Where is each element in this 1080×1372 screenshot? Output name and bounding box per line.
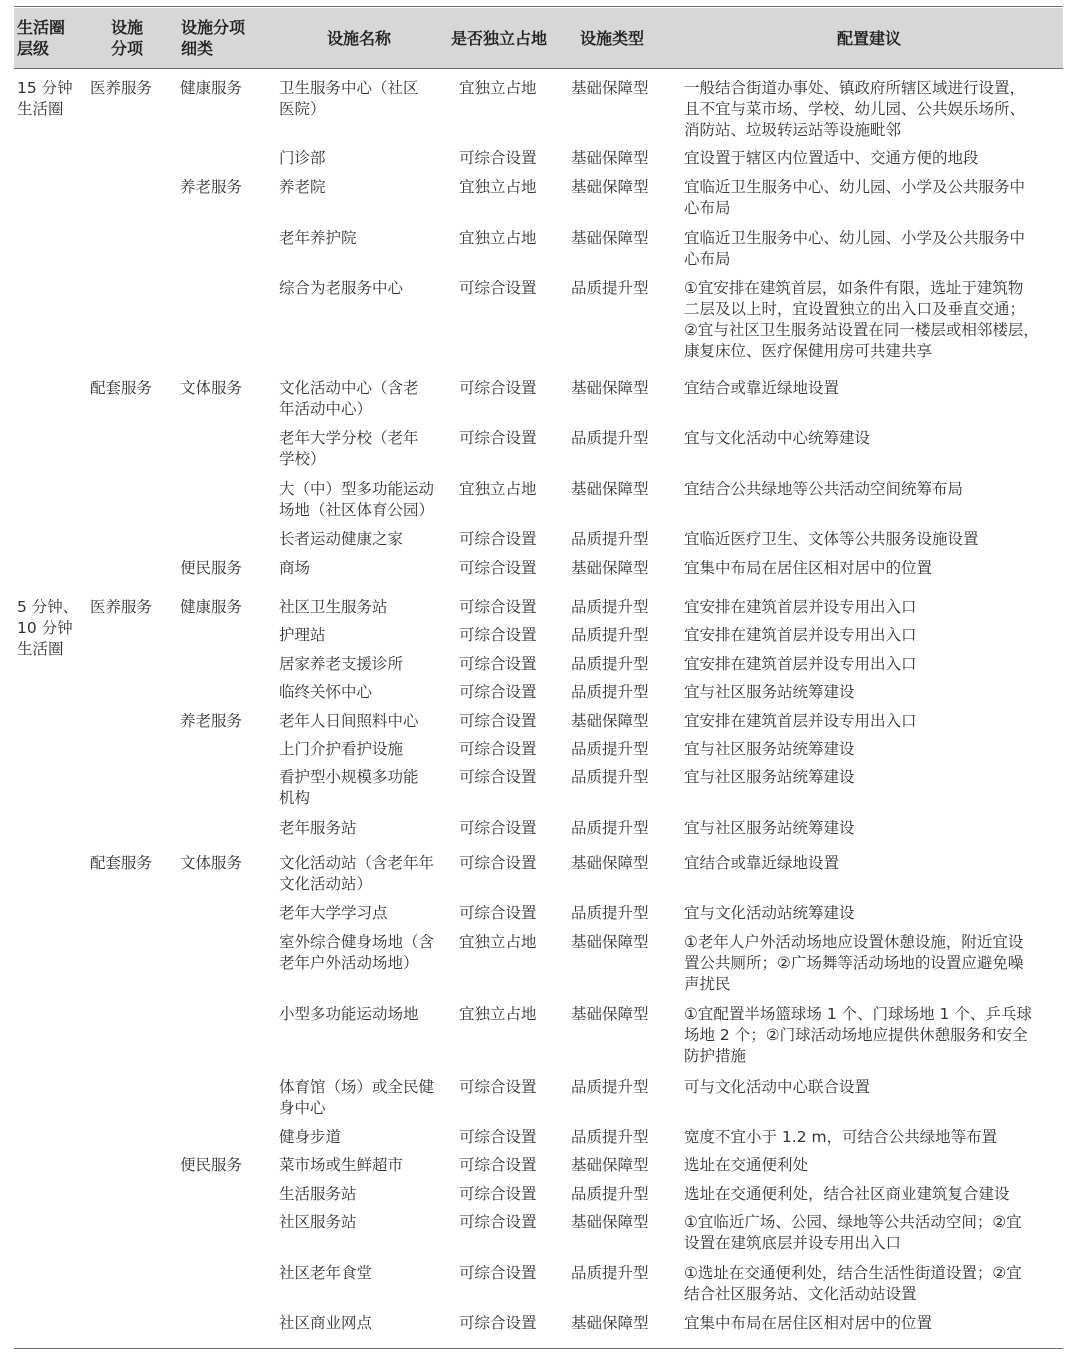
cell-suggestion: ①老年人户外活动场地应设置休憩设施，附近宜设 置公共厕所；②广场舞等活动场地的设置应避免噪 声扰民 — [684, 933, 1024, 993]
cell-suggestion: 宜临近卫生服务中心、幼儿园、小学及公共服务中 心布局 — [684, 178, 1026, 217]
cell-independent: 宜独立占地 — [459, 480, 537, 498]
cell-name: 老年大学学习点 — [279, 904, 388, 922]
cell-independent: 可综合设置 — [459, 1078, 537, 1096]
cell-name: 老年大学分校（老年 学校） — [279, 429, 419, 468]
cell-suggestion: ①宜配置半场篮球场 1 个、门球场地 1 个、乒乓球 场地 2 个；②门球活动场地应提供休憩服务和安全 防护措施 — [684, 1005, 1032, 1065]
cell-suggestion: 宜与社区服务站统筹建设 — [684, 740, 855, 758]
cell-name: 看护型小规模多功能 机构 — [279, 768, 419, 807]
cell-name: 文化活动中心（含老 年活动中心） — [279, 379, 419, 418]
cell-name: 临终关怀中心 — [279, 683, 373, 701]
cell-independent: 宜独立占地 — [459, 178, 537, 196]
cell-type: 基础保障型 — [571, 1005, 649, 1023]
cell-name: 居家养老支援诊所 — [279, 655, 404, 673]
cell-name: 上门介护看护设施 — [279, 740, 404, 758]
cell-independent: 可综合设置 — [459, 854, 537, 872]
header-type: 设施类型 — [579, 28, 644, 48]
cell-name: 小型多功能运动场地 — [279, 1005, 419, 1023]
cell-level: 15 分钟 生活圈 — [17, 79, 73, 118]
cell-independent: 可综合设置 — [459, 598, 537, 616]
cell-suggestion: 宜集中布局在居住区相对居中的位置 — [684, 1314, 933, 1332]
cell-independent: 可综合设置 — [459, 1156, 537, 1174]
cell-subcategory: 养老服务 — [180, 178, 243, 196]
cell-type: 品质提升型 — [571, 655, 649, 673]
cell-type: 基础保障型 — [571, 1156, 649, 1174]
cell-independent: 宜独立占地 — [459, 1005, 537, 1023]
cell-type: 基础保障型 — [571, 480, 649, 498]
cell-name: 老年人日间照料中心 — [279, 712, 419, 730]
cell-name: 社区卫生服务站 — [279, 598, 388, 616]
cell-type: 品质提升型 — [571, 1078, 649, 1096]
cell-name: 社区服务站 — [279, 1213, 357, 1231]
cell-name: 商场 — [279, 559, 311, 577]
cell-name: 社区老年食堂 — [279, 1264, 373, 1282]
cell-type: 品质提升型 — [571, 1185, 649, 1203]
cell-type: 品质提升型 — [571, 1128, 649, 1146]
cell-independent: 可综合设置 — [459, 768, 537, 786]
cell-subcategory: 文体服务 — [180, 379, 243, 397]
cell-level: 5 分钟、 10 分钟 生活圈 — [17, 598, 79, 658]
cell-independent: 可综合设置 — [459, 1314, 537, 1332]
cell-subcategory: 健康服务 — [180, 598, 243, 616]
cell-name: 护理站 — [279, 626, 326, 644]
cell-suggestion: 宜安排在建筑首层并设专用出入口 — [684, 655, 917, 673]
cell-suggestion: 宜与社区服务站统筹建设 — [684, 768, 855, 786]
cell-category: 医养服务 — [90, 598, 153, 616]
cell-independent: 可综合设置 — [459, 1264, 537, 1282]
bottom-rule — [14, 1348, 1063, 1349]
cell-name: 老年养护院 — [279, 229, 357, 247]
cell-type: 品质提升型 — [571, 429, 649, 447]
cell-type: 基础保障型 — [571, 854, 649, 872]
cell-suggestion: 宜与社区服务站统筹建设 — [684, 683, 855, 701]
cell-suggestion: 宜结合或靠近绿地设置 — [684, 379, 840, 397]
cell-name: 文化活动站（含老年年 文化活动站） — [279, 854, 435, 893]
cell-type: 基础保障型 — [571, 1314, 649, 1332]
cell-name: 长者运动健康之家 — [279, 530, 404, 548]
cell-type: 基础保障型 — [571, 559, 649, 577]
cell-type: 基础保障型 — [571, 149, 649, 167]
cell-independent: 可综合设置 — [459, 379, 537, 397]
cell-type: 品质提升型 — [571, 1264, 649, 1282]
header-subcategory: 设施分项 细类 — [181, 18, 246, 58]
cell-independent: 可综合设置 — [459, 683, 537, 701]
cell-type: 品质提升型 — [571, 768, 649, 786]
cell-subcategory: 文体服务 — [180, 854, 243, 872]
cell-type: 品质提升型 — [571, 904, 649, 922]
top-rule — [14, 6, 1063, 7]
cell-suggestion: 宜与文化活动中心统筹建设 — [684, 429, 871, 447]
cell-suggestion: 宜与社区服务站统筹建设 — [684, 819, 855, 837]
cell-independent: 可综合设置 — [459, 1128, 537, 1146]
cell-name: 生活服务站 — [279, 1185, 357, 1203]
cell-type: 品质提升型 — [571, 530, 649, 548]
cell-independent: 宜独立占地 — [459, 79, 537, 97]
cell-name: 门诊部 — [279, 149, 326, 167]
cell-type: 基础保障型 — [571, 178, 649, 196]
cell-independent: 可综合设置 — [459, 1213, 537, 1231]
cell-suggestion: 宜设置于辖区内位置适中、交通方便的地段 — [684, 149, 979, 167]
cell-suggestion: 可与文化活动中心联合设置 — [684, 1078, 871, 1096]
cell-suggestion: 宜安排在建筑首层并设专用出入口 — [684, 626, 917, 644]
cell-suggestion: ①选址在交通便利处，结合生活性街道设置；②宜 结合社区服务站、文化活动站设置 — [684, 1264, 1022, 1303]
cell-type: 基础保障型 — [571, 79, 649, 97]
cell-name: 养老院 — [279, 178, 326, 196]
cell-type: 品质提升型 — [571, 740, 649, 758]
cell-type: 品质提升型 — [571, 626, 649, 644]
cell-type: 基础保障型 — [571, 933, 649, 951]
cell-type: 品质提升型 — [571, 819, 649, 837]
cell-independent: 可综合设置 — [459, 655, 537, 673]
cell-suggestion: 一般结合街道办事处、镇政府所辖区域进行设置， 且不宜与菜市场、学校、幼儿园、公共娱乐场所、 消防站、垃圾转运站等设施毗邻 — [684, 79, 1026, 139]
cell-name: 体育馆（场）或全民健 身中心 — [279, 1078, 435, 1117]
cell-type: 品质提升型 — [571, 683, 649, 701]
cell-independent: 可综合设置 — [459, 429, 537, 447]
cell-independent: 可综合设置 — [459, 740, 537, 758]
cell-subcategory: 便民服务 — [180, 559, 243, 577]
cell-independent: 可综合设置 — [459, 279, 537, 297]
cell-name: 室外综合健身场地（含 老年户外活动场地） — [279, 933, 435, 972]
cell-type: 基础保障型 — [571, 712, 649, 730]
cell-independent: 可综合设置 — [459, 626, 537, 644]
cell-suggestion: 宜临近医疗卫生、文体等公共服务设施设置 — [684, 530, 979, 548]
cell-suggestion: ①宜临近广场、公园、绿地等公共活动空间；②宜 设置在建筑底层并设专用出入口 — [684, 1213, 1022, 1252]
cell-subcategory: 便民服务 — [180, 1156, 243, 1174]
cell-suggestion: 宜安排在建筑首层并设专用出入口 — [684, 598, 917, 616]
cell-independent: 可综合设置 — [459, 712, 537, 730]
cell-type: 品质提升型 — [571, 598, 649, 616]
cell-category: 医养服务 — [90, 79, 153, 97]
cell-independent: 可综合设置 — [459, 559, 537, 577]
cell-name: 卫生服务中心（社区 医院） — [279, 79, 419, 118]
header-level: 生活圈 层级 — [17, 18, 66, 58]
cell-type: 基础保障型 — [571, 379, 649, 397]
cell-type: 基础保障型 — [571, 1213, 649, 1231]
cell-suggestion: 宜临近卫生服务中心、幼儿园、小学及公共服务中 心布局 — [684, 229, 1026, 268]
cell-type: 基础保障型 — [571, 229, 649, 247]
cell-suggestion: 选址在交通便利处 — [684, 1156, 809, 1174]
cell-name: 社区商业网点 — [279, 1314, 373, 1332]
cell-name: 老年服务站 — [279, 819, 357, 837]
cell-independent: 可综合设置 — [459, 1185, 537, 1203]
header-independent: 是否独立占地 — [450, 28, 547, 48]
cell-subcategory: 养老服务 — [180, 712, 243, 730]
cell-independent: 可综合设置 — [459, 904, 537, 922]
cell-name: 健身步道 — [279, 1128, 342, 1146]
cell-suggestion: 选址在交通便利处，结合社区商业建筑复合建设 — [684, 1185, 1010, 1203]
cell-independent: 可综合设置 — [459, 149, 537, 167]
cell-category: 配套服务 — [90, 379, 153, 397]
cell-suggestion: 宜结合公共绿地等公共活动空间统筹布局 — [684, 480, 964, 498]
cell-suggestion: 宜与文化活动站统筹建设 — [684, 904, 855, 922]
cell-suggestion: 宽度不宜小于 1.2 m，可结合公共绿地等布置 — [684, 1128, 998, 1146]
cell-suggestion: 宜结合或靠近绿地设置 — [684, 854, 840, 872]
cell-independent: 宜独立占地 — [459, 933, 537, 951]
header-rule — [14, 68, 1063, 69]
cell-name: 菜市场或生鲜超市 — [279, 1156, 404, 1174]
cell-name: 大（中）型多功能运动 场地（社区体育公园） — [279, 480, 435, 519]
header-category: 设施 分项 — [110, 18, 143, 58]
cell-category: 配套服务 — [90, 854, 153, 872]
cell-type: 品质提升型 — [571, 279, 649, 297]
header-name: 设施名称 — [326, 28, 391, 48]
cell-suggestion: ①宜安排在建筑首层，如条件有限，选址于建筑物 二层及以上时，宜设置独立的出入口及垂直交通； ②宜与社区卫生服务站设置在同一楼层或相邻楼层， 康复床位、医疗保健用房可共建共享 — [684, 279, 1039, 360]
header-suggestion: 配置建议 — [836, 28, 901, 48]
cell-suggestion: 宜集中布局在居住区相对居中的位置 — [684, 559, 933, 577]
cell-independent: 宜独立占地 — [459, 229, 537, 247]
cell-name: 综合为老服务中心 — [279, 279, 404, 297]
cell-subcategory: 健康服务 — [180, 79, 243, 97]
cell-independent: 可综合设置 — [459, 530, 537, 548]
cell-suggestion: 宜安排在建筑首层并设专用出入口 — [684, 712, 917, 730]
cell-independent: 可综合设置 — [459, 819, 537, 837]
